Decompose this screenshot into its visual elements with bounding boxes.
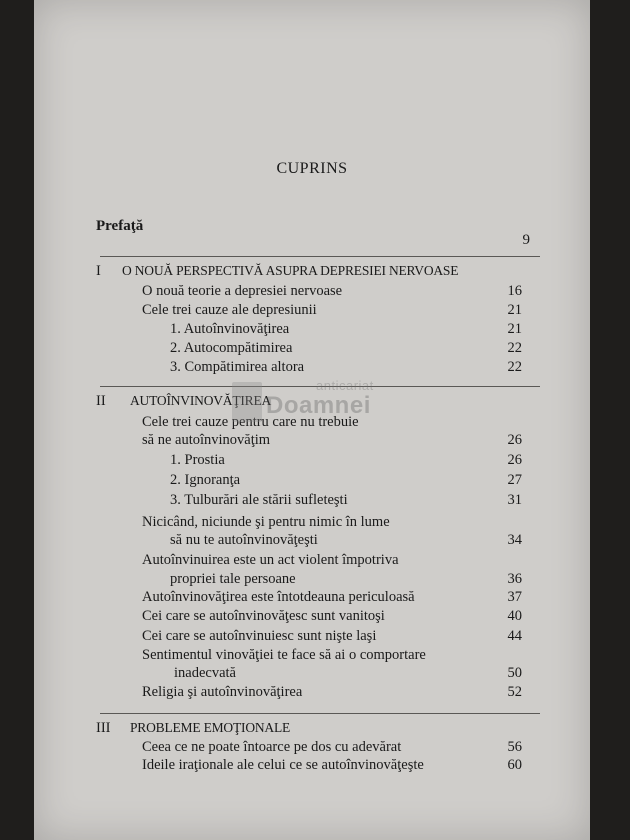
watermark-book-icon <box>232 382 262 422</box>
toc-entry-label: Sentimentul vinovăţiei te face să ai o comportare <box>142 647 426 663</box>
toc-entry-page: 44 <box>507 628 522 644</box>
toc-entry-label: Ceea ce ne poate întoarce pe dos cu adevărat <box>142 739 402 755</box>
watermark-line-2: Doamnei <box>266 392 371 419</box>
toc-entry-label: inadecvată <box>174 665 236 681</box>
toc-entry-label: Cei care se autoînvinuiesc sunt nişte laşi <box>142 628 377 644</box>
toc-entry-label: Religia şi autoînvinovăţirea <box>142 684 303 700</box>
toc-entry-page: 31 <box>507 492 522 508</box>
toc-entry-page: 22 <box>507 359 522 375</box>
toc-entry-page: 27 <box>507 472 522 488</box>
toc-entry-label: O nouă teorie a depresiei nervoase <box>142 283 343 299</box>
toc-entry-page: 26 <box>507 452 522 468</box>
divider <box>100 256 540 257</box>
toc-entry-label: să ne autoînvinovăţim <box>142 432 271 448</box>
divider <box>100 713 540 714</box>
toc-chapter-number: II <box>96 393 106 409</box>
toc-entry-label: 2. Ignoranţa <box>170 472 241 488</box>
toc-entry-label: 1. Prostia <box>170 452 225 468</box>
toc-entry-label: Nicicând, niciunde şi pentru nimic în lume <box>142 514 390 530</box>
toc-preface-page: 9 <box>522 232 530 248</box>
toc-entry-page: 50 <box>507 665 522 681</box>
toc-chapter-title: PROBLEME EMOŢIONALE <box>130 720 291 735</box>
page-title: CUPRINS <box>276 160 348 177</box>
toc-entry-page: 34 <box>507 532 522 548</box>
toc-chapter-title: O NOUĂ PERSPECTIVĂ ASUPRA DEPRESIEI NERVOASE <box>122 263 459 278</box>
toc-entry-label: 3. Compătimirea altora <box>170 359 305 375</box>
toc-entry-label: 1. Autoînvinovăţirea <box>170 321 290 337</box>
toc-chapter-number: I <box>96 263 101 279</box>
toc-entry-page: 16 <box>507 283 522 299</box>
toc-entry-page: 26 <box>507 432 522 448</box>
toc-entry-page: 60 <box>507 757 522 773</box>
toc-entry-label: Cei care se autoînvinovăţesc sunt vanitoşi <box>142 608 385 624</box>
toc-entry-page: 40 <box>507 608 522 624</box>
toc-entry-label: Cele trei cauze pentru care nu trebuie <box>142 414 359 430</box>
toc-entry-label: să nu te autoînvinovăţeşti <box>170 532 318 548</box>
toc-entry-label: Autoînvinovăţirea este întotdeauna periculoasă <box>142 589 415 605</box>
toc-entry-label: Autoînvinuirea este un act violent împotriva <box>142 552 399 568</box>
toc-entry-page: 56 <box>507 739 522 755</box>
toc-entry-page: 21 <box>507 302 522 318</box>
toc-chapter-number: III <box>96 720 111 736</box>
toc-entry-label: propriei tale persoane <box>170 571 296 587</box>
toc-entry-label: Cele trei cauze ale depresiunii <box>142 302 317 318</box>
toc-entry-page: 22 <box>507 340 522 356</box>
toc-entry-label: 2. Autocompătimirea <box>170 340 293 356</box>
book-page <box>34 0 590 840</box>
watermark-line-1: anticariat <box>316 378 374 393</box>
toc-entry-page: 36 <box>507 571 522 587</box>
watermark-logo <box>232 378 412 438</box>
toc-entry-label: Ideile iraţionale ale celui ce se autoînvinovăţeşte <box>142 757 424 773</box>
toc-entry-page: 52 <box>507 684 522 700</box>
toc-preface-label: Prefaţă <box>96 218 144 234</box>
toc-entry-page: 21 <box>507 321 522 337</box>
toc-entry-label: 3. Tulburări ale stării sufleteşti <box>170 492 348 508</box>
toc-chapter-title: AUTOÎNVINOVĂŢIREA <box>130 393 272 408</box>
toc-entry-page: 37 <box>507 589 522 605</box>
